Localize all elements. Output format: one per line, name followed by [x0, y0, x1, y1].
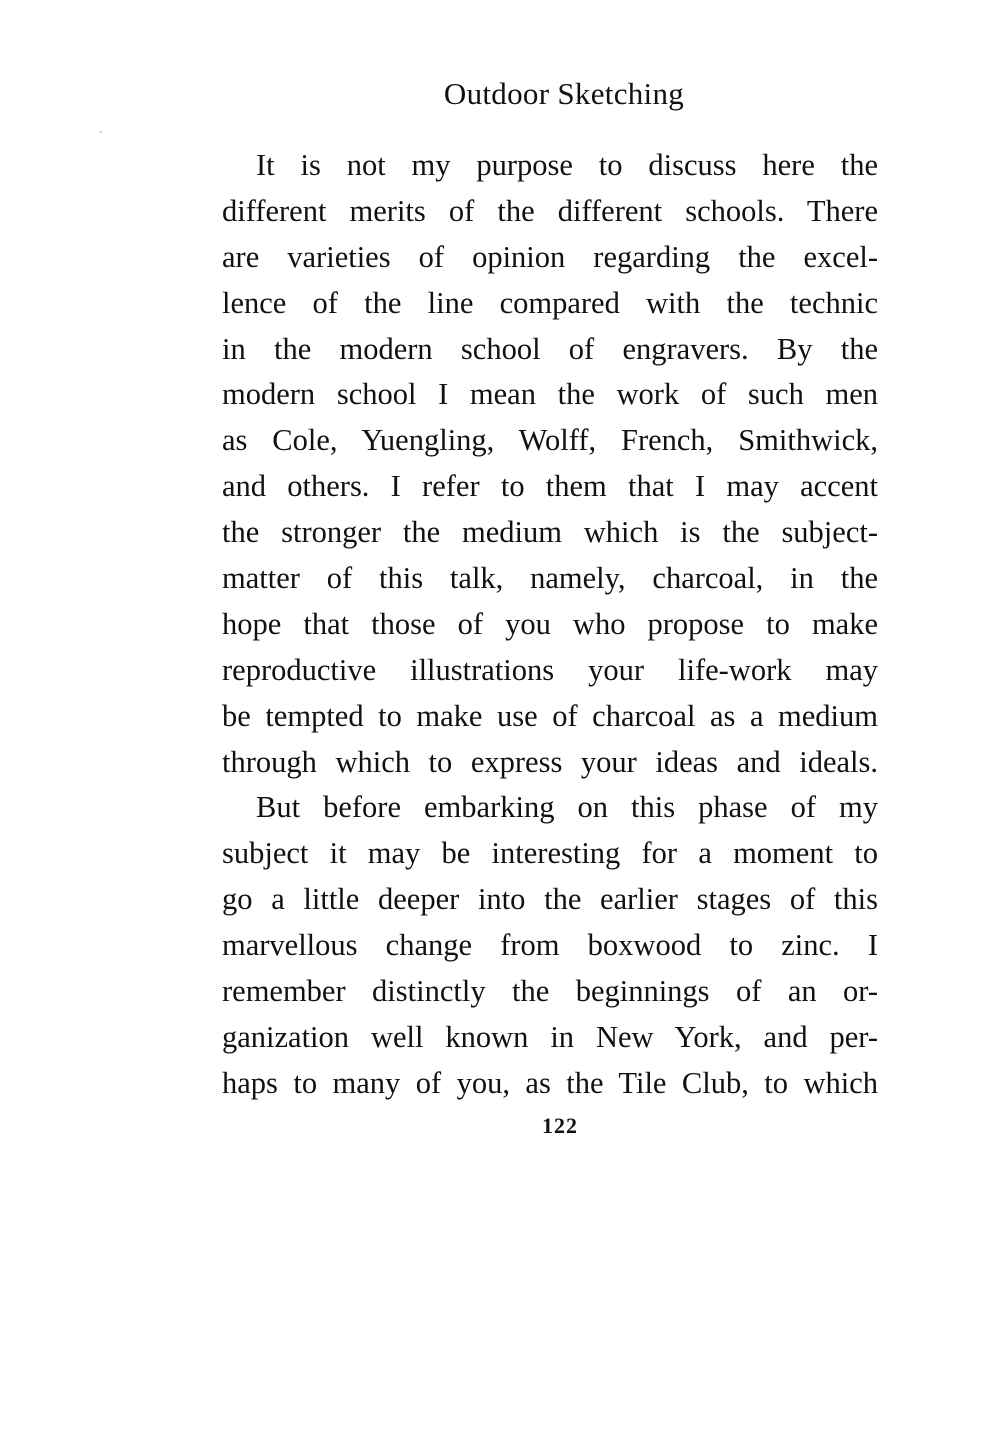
text-line: haps to many of you, as the Tile Club, to which — [222, 1065, 878, 1100]
text-line: as Cole, Yuengling, Wolff, French, Smithwick, — [222, 423, 878, 458]
running-head: Outdoor Sketching — [443, 76, 685, 111]
scan-speck — [100, 131, 102, 133]
text-line: subject it may be interesting for a moment to — [222, 836, 878, 871]
text-line: ganization well known in New York, and per- — [222, 1019, 878, 1054]
text-line: and others. I refer to them that I may accent — [222, 469, 878, 504]
text-line: It is not my purpose to discuss here the — [256, 148, 878, 182]
text-line: But before embarking on this phase of my — [256, 790, 878, 825]
text-line: matter of this talk, namely, charcoal, in the — [222, 561, 878, 596]
body-text — [222, 143, 878, 1107]
text-line: are varieties of opinion regarding the excel- — [222, 239, 878, 274]
text-line: through which to express your ideas and ideals. — [222, 744, 878, 779]
text-line: be tempted to make use of charcoal as a medium — [222, 698, 878, 733]
page-number: 122 — [542, 1113, 578, 1138]
text-line: reproductive illustrations your life-work may — [222, 652, 878, 687]
text-line: lence of the line compared with the technic — [222, 285, 878, 320]
text-line: different merits of the different schools. There — [222, 193, 878, 228]
text-line: go a little deeper into the earlier stages of this — [222, 882, 878, 917]
text-line: modern school I mean the work of such men — [222, 377, 878, 412]
text-line: marvellous change from boxwood to zinc. I — [222, 928, 878, 963]
text-line: remember distinctly the beginnings of an or- — [222, 974, 878, 1009]
text-line: the stronger the medium which is the subject- — [222, 515, 878, 550]
text-line: in the modern school of engravers. By the — [222, 331, 878, 366]
text-line: hope that those of you who propose to make — [222, 606, 878, 641]
